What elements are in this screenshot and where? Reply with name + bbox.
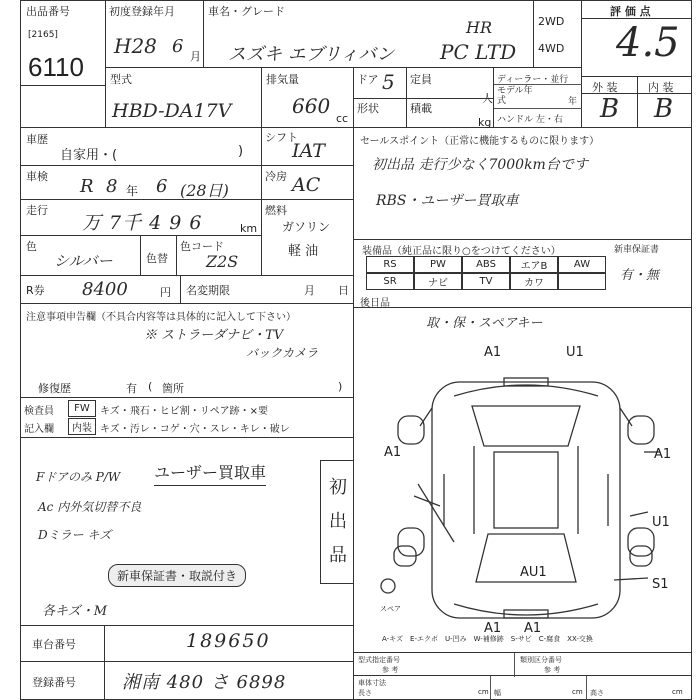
inspection-year-unit: 年 (126, 184, 139, 198)
equipment-item: ナビ (414, 273, 462, 290)
disp-unit: cc (336, 112, 349, 125)
shift-cell (262, 128, 354, 166)
mileage-value: 万 7千 4 9 6 (82, 212, 203, 234)
mileage-label: 走行 (26, 204, 48, 217)
repair-paren: ( (148, 380, 153, 393)
history-label: 車歴 (26, 133, 48, 146)
first-reg-cell (106, 0, 204, 68)
inspector-block (20, 398, 354, 438)
color-code-value: Z2S (206, 252, 239, 271)
equipment-item: エアB (510, 256, 558, 273)
after-block (354, 292, 692, 336)
spare-label: スペア (380, 605, 401, 613)
equipment-item: PW (414, 256, 462, 273)
hue-label: 色替 (146, 252, 168, 265)
load-label: 積載 (410, 102, 432, 115)
lot-number: 6110 (28, 52, 84, 82)
fuel-cell (262, 200, 354, 276)
recycle-value: 8400 (82, 279, 128, 300)
name-label: 車名・グレード (208, 5, 285, 18)
equipment-item: ABS (462, 256, 510, 273)
color-code-label: 色コード (180, 240, 224, 253)
door-value: 5 (382, 70, 395, 94)
diagram-label-2: U1 (566, 345, 584, 360)
reg-value: 湘南 480 さ 6898 (122, 672, 287, 693)
equipment-item: SR (366, 273, 414, 290)
car-name: スズキ エブリィバン (228, 44, 395, 65)
comments-block (20, 438, 354, 626)
door-cell (354, 68, 494, 128)
chassis-value: 189650 (186, 630, 271, 652)
name-change-month: 月 (304, 284, 315, 297)
key-note: 各キズ・M (42, 604, 108, 619)
history-use-close: ) (238, 144, 244, 159)
reg-row (20, 662, 354, 700)
inspector-label-1: 検査員 (24, 406, 54, 417)
sales-block (354, 128, 692, 240)
car-grade: PC LTD (440, 40, 517, 64)
int-grade: B (654, 94, 674, 124)
class-label: 類別区分番号 (520, 656, 562, 664)
class-ref: 参 考 (544, 666, 561, 674)
diagram-label-4: A1 (654, 447, 672, 462)
recycle-label: R券 (26, 284, 45, 297)
shape-label: 形状 (357, 102, 379, 115)
type-cert-ref: 参 考 (382, 666, 399, 674)
model-year-label: モデル年式 (497, 86, 533, 106)
model-value: HBD-DA17V (112, 100, 232, 122)
fuel-label: 燃料 (265, 204, 287, 217)
inspection-era: R (80, 176, 94, 197)
fw-items: キズ・飛石・ヒビ割・リペア跡・×要 (100, 406, 268, 417)
repair-place: 箇所 (162, 382, 184, 395)
type-cert-label: 型式指定番号 (358, 656, 400, 664)
mileage-row (20, 200, 262, 236)
score-label: 評 価 点 (610, 5, 651, 18)
repair-label: 修復歴 (38, 382, 71, 395)
score-value: 4.5 (616, 20, 680, 66)
notes-label: 注意事項申告欄（不具合内容等は具体的に記入して下さい） (26, 312, 296, 323)
warranty-stamp: 新車保証書・取説付き (108, 564, 246, 587)
width-unit: cm (572, 688, 583, 696)
notes-block (20, 304, 354, 398)
equipment-item (558, 273, 606, 290)
diagram-label-6: S1 (652, 577, 669, 592)
equipment-item: カワ (510, 273, 558, 290)
ac-label: 冷房 (265, 170, 287, 183)
score-cell (582, 0, 692, 128)
inspector-label-2: 記入欄 (24, 424, 54, 435)
first-reg-label: 初度登録年月 (109, 5, 175, 18)
first-reg-month-unit: 月 (190, 50, 201, 63)
fuel-diesel: 軽 油 (288, 244, 319, 259)
equipment-item: TV (462, 273, 510, 290)
diagram-label-8: A1 (484, 621, 502, 636)
color-value: シルバー (54, 252, 113, 270)
diagram-label-5: U1 (652, 515, 670, 530)
inspection-year: 8 (106, 176, 118, 197)
after-label: 後日品 (360, 298, 390, 309)
ac-value: AC (292, 174, 321, 196)
drive-2wd: 2WD (538, 15, 565, 28)
model-cell (106, 68, 262, 128)
user-buy: ユーザー買取車 (154, 460, 266, 486)
model-label: 型式 (110, 73, 132, 86)
ext-grade: B (600, 94, 620, 124)
diagram-label-9: A1 (524, 621, 542, 636)
notes-line2: バックカメラ (246, 346, 319, 360)
comment-1: Fドアのみ P/W (36, 470, 121, 484)
name-change-day: 日 (338, 284, 349, 297)
diagram-legend: A-キズ E-エクボ U-凹み W-補修跡 S-サビ C-腐食 XX-交換 (382, 635, 593, 643)
mileage-unit: km (240, 222, 258, 235)
width-label: 幅 (494, 689, 501, 697)
sales-line2: RBS・ユーザー買取車 (376, 193, 519, 209)
door-label: ドア (357, 73, 379, 86)
grade-top: HR (466, 18, 492, 37)
recycle-unit: 円 (160, 286, 171, 299)
reg-label: 登録番号 (32, 676, 76, 689)
drive-4wd: 4WD (538, 42, 565, 55)
length-unit: cm (478, 688, 489, 696)
capacity-label: 定員 (410, 73, 432, 86)
lot-label: 出品番号 (26, 5, 70, 18)
first-reg-month: 6 (172, 36, 184, 57)
shift-label: シフト (265, 131, 298, 144)
int-label: 内 装 (648, 81, 674, 94)
lot-lower (20, 86, 106, 128)
car-diagram-svg (354, 336, 692, 642)
length-label: 長さ (358, 689, 372, 697)
sales-line1: 初出品 走行少なく7000km台です (372, 157, 588, 173)
ac-cell (262, 166, 354, 200)
handle-label: ハンドル 左・右 (497, 115, 563, 125)
comment-2: Ac 内外気切替不良 (38, 500, 142, 514)
name-change-label: 名変期限 (186, 284, 230, 297)
load-unit: kg (478, 116, 492, 129)
model-year-unit: 年 (568, 97, 578, 107)
lot-cell (20, 0, 106, 86)
disp-cell (262, 68, 354, 128)
equipment-item: AW (558, 256, 606, 273)
color-label: 色 (26, 240, 37, 253)
disp-label: 排気量 (266, 73, 299, 86)
equipment-item: RS (366, 256, 414, 273)
capacity-unit: 人 (482, 92, 493, 105)
lot-sub: [2165] (28, 30, 58, 40)
diagram-label-1: A1 (484, 345, 502, 360)
history-row (20, 128, 262, 166)
after-value: 取・保・スペアキー (426, 316, 543, 331)
diagram-label-3: A1 (384, 445, 402, 460)
type-cert-row (354, 652, 692, 676)
equipment-label: 装備品（純正品に限り○をつけてください） (362, 246, 561, 257)
inspection-day: (28日) (180, 181, 229, 200)
first-reg-era: H28 (114, 34, 157, 58)
repair-value: 有 (126, 382, 137, 395)
chassis-row (20, 626, 354, 662)
interior-items: キズ・汚レ・コゲ・穴・スレ・キレ・破レ (100, 424, 290, 435)
fuel-gasoline: ガソリン (282, 220, 331, 234)
dealer-label: ディーラー・並行 (497, 75, 569, 85)
dims-label: 車体寸法 (358, 679, 386, 687)
disp-value: 660 (292, 94, 331, 118)
first-lot-text: 初出品 (329, 477, 347, 566)
dealer-cell (494, 68, 582, 128)
shift-value: IAT (292, 140, 325, 162)
recycle-row (20, 276, 354, 304)
inspection-month: 6 (156, 176, 168, 197)
drive-cell (534, 0, 582, 68)
height-label: 高さ (590, 689, 604, 697)
notes-line1: ※ ストラーダナビ・TV (144, 328, 284, 343)
repair-close: ) (338, 380, 343, 393)
first-lot-box (320, 460, 354, 584)
inspection-label: 車検 (26, 170, 48, 183)
equipment-grid (366, 256, 606, 290)
warranty-label: 新車保証書 (614, 245, 660, 255)
sales-label: セールスポイント（正常に機能するものに限ります） (360, 136, 600, 147)
warranty-value: 有・無 (620, 268, 660, 283)
comment-3: Dミラー キズ (38, 528, 112, 542)
history-use: 自家用・( (60, 148, 118, 163)
car-diagram (354, 336, 692, 642)
height-unit: cm (672, 688, 683, 696)
ext-label: 外 装 (592, 81, 618, 94)
name-cell (204, 0, 534, 68)
diagram-label-7: AU1 (520, 565, 547, 580)
inspection-row (20, 166, 262, 200)
color-row (20, 236, 262, 276)
dims-row (354, 676, 692, 700)
chassis-label: 車台番号 (32, 638, 76, 651)
fw-box: FW (68, 400, 96, 417)
interior-box: 内装 (68, 418, 96, 435)
